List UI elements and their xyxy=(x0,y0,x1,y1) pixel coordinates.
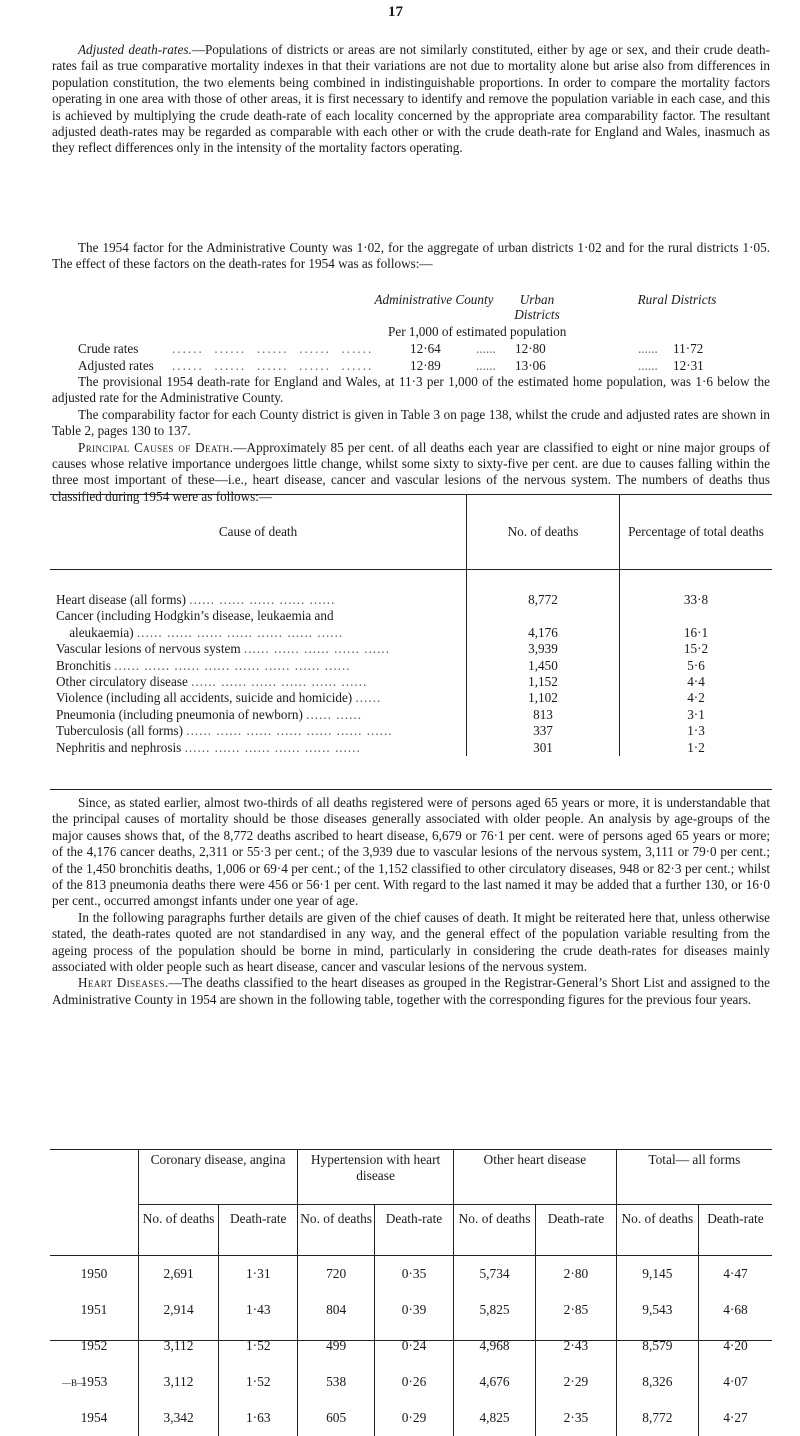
deaths-cell: 499 xyxy=(298,1328,375,1364)
sub-header: Death-rate xyxy=(219,1205,298,1256)
deaths-cell: 3,112 xyxy=(138,1328,218,1364)
cause-cell xyxy=(50,641,467,657)
rates-header-rural: Rural Districts xyxy=(637,292,717,307)
leader-dots: ...... ...... ...... ...... ...... xyxy=(189,592,336,607)
table-row xyxy=(50,641,772,657)
rates-value: 12·80 xyxy=(515,341,546,356)
deaths-cell: 3,112 xyxy=(138,1364,218,1400)
leader-dots: ...... ...... ...... ...... ...... ...... ...... xyxy=(136,624,344,640)
rates-value: 12·89 xyxy=(410,358,441,373)
cause-cell xyxy=(50,690,467,706)
paragraph-adjusted-death-rates xyxy=(52,42,770,157)
cause-cell xyxy=(50,608,467,641)
heart-disease-table xyxy=(50,1150,772,1436)
causes-of-death-table xyxy=(50,495,772,756)
group-header: Total— all forms xyxy=(616,1150,772,1205)
deaths-cell: 538 xyxy=(298,1364,375,1400)
cause-text: Cancer (including Hodgkin’s disease, leukaemia and xyxy=(56,608,334,624)
table-row xyxy=(50,1364,772,1400)
leader-dots: ...... ...... ...... ...... ...... xyxy=(243,641,390,657)
deaths-cell: 4,176 xyxy=(467,608,620,641)
table-row xyxy=(50,723,772,739)
group-header: Other heart disease xyxy=(453,1150,616,1205)
percent-cell: 1·2 xyxy=(687,739,705,755)
percent-cell: 3·1 xyxy=(687,706,705,722)
deaths-cell: 4,968 xyxy=(453,1328,535,1364)
rates-row xyxy=(52,358,770,374)
deaths-cell: 8,579 xyxy=(616,1328,698,1364)
paragraph-text: The comparability factor for each County district is given in Table 3 on page 138, whilst the crude and adjusted rates are shown in Table 2, pages 130 to 137. xyxy=(52,406,770,439)
sub-header: Death-rate xyxy=(536,1205,617,1256)
rates-header-admin: Administrative County xyxy=(374,292,494,307)
deaths-cell: 8,772 xyxy=(616,1400,698,1436)
percent-cell: 5·6 xyxy=(687,657,705,673)
cause-cell xyxy=(50,674,467,690)
deaths-cell: 1,152 xyxy=(467,674,620,690)
year-cell: 1951 xyxy=(50,1292,138,1328)
signature-mark: —B— xyxy=(62,1378,87,1388)
year-cell: 1950 xyxy=(50,1256,138,1293)
deaths-cell: 3,342 xyxy=(138,1400,218,1436)
paragraph-age-analysis xyxy=(52,795,770,1008)
cause-text: Pneumonia (including pneumonia of newborn) xyxy=(56,706,303,722)
leader-dots: ...... xyxy=(476,358,496,373)
sub-header-row xyxy=(50,1205,772,1256)
rates-subheader: Per 1,000 of estimated population xyxy=(388,324,567,339)
deaths-cell: 813 xyxy=(467,707,620,723)
table-row xyxy=(50,690,772,706)
table-row xyxy=(50,740,772,756)
paragraph-factors xyxy=(52,240,770,273)
death-rate-cell: 2·35 xyxy=(536,1400,617,1436)
leader-dots: ...... xyxy=(355,690,382,706)
leader-dots: ...... ...... ...... ...... ...... xyxy=(172,341,374,356)
death-rate-cell: 2·80 xyxy=(536,1256,617,1293)
group-header: Hypertension with heart disease xyxy=(298,1150,454,1205)
deaths-cell: 4,676 xyxy=(453,1364,535,1400)
death-rate-cell: 1·52 xyxy=(219,1328,298,1364)
column-header xyxy=(620,495,773,570)
rates-row xyxy=(52,341,770,357)
death-rate-cell: 2·43 xyxy=(536,1328,617,1364)
death-rate-cell: 4·47 xyxy=(723,1266,748,1281)
deaths-cell: 337 xyxy=(467,723,620,739)
cause-cell xyxy=(50,707,467,723)
cause-cell xyxy=(50,570,467,609)
percent-cell: 4·4 xyxy=(687,674,705,690)
paragraph-lead: Principal Causes of Death. xyxy=(78,439,234,455)
table-row xyxy=(50,1400,772,1436)
group-header: Coronary disease, angina xyxy=(138,1150,297,1205)
rates-row-label: Adjusted rates xyxy=(78,358,154,373)
sub-header: Death-rate xyxy=(698,1205,772,1256)
rates-row-label: Crude rates xyxy=(78,341,139,356)
death-rate-cell: 2·29 xyxy=(536,1364,617,1400)
paragraph-lead: Adjusted death-rates. xyxy=(78,42,192,57)
table-row xyxy=(50,1256,772,1293)
sub-header: No. of deaths xyxy=(138,1205,218,1256)
deaths-cell: 5,734 xyxy=(453,1256,535,1293)
death-rate-cell: 4·07 xyxy=(723,1374,748,1389)
deaths-cell: 804 xyxy=(298,1292,375,1328)
cause-cell xyxy=(50,723,467,739)
table-rule xyxy=(50,1340,772,1341)
cause-cell xyxy=(50,658,467,674)
leader-dots: ...... ...... xyxy=(306,706,363,722)
deaths-cell: 2,914 xyxy=(138,1292,218,1328)
paragraph-england-wales xyxy=(52,374,770,505)
death-rate-cell: 0·35 xyxy=(375,1256,454,1293)
cause-text: Nephritis and nephrosis xyxy=(56,739,182,755)
deaths-cell: 8,326 xyxy=(616,1364,698,1400)
leader-dots: ...... ...... ...... ...... ...... xyxy=(172,358,374,373)
table-row xyxy=(50,1292,772,1328)
cause-text: Vascular lesions of nervous system xyxy=(56,641,241,657)
rates-value: 13·06 xyxy=(515,358,546,373)
table-row xyxy=(50,658,772,674)
table-rule xyxy=(50,789,772,790)
death-rate-cell: 4·20 xyxy=(723,1338,748,1353)
paragraph-text: —The deaths classified to the heart diseases as grouped in the Registrar-General’s Short List and assigned to the Administrative County in 1954 are shown in the following table, together with the corresponding figures for the previous four years. xyxy=(52,975,770,1007)
percent-cell: 4·2 xyxy=(687,690,705,706)
death-rate-cell: 0·39 xyxy=(375,1292,454,1328)
rates-value: 12·31 xyxy=(673,358,704,373)
percent-cell: 15·2 xyxy=(683,641,709,657)
column-header-text: No. of deaths xyxy=(507,524,579,539)
cause-cell xyxy=(50,740,467,756)
group-header-row xyxy=(50,1150,772,1205)
death-rate-cell: 2·85 xyxy=(536,1292,617,1328)
deaths-cell: 9,145 xyxy=(616,1256,698,1293)
percent-cell: 16·1 xyxy=(683,624,709,640)
death-rate-cell: 1·52 xyxy=(219,1364,298,1400)
paragraph-text: In the following paragraphs further details are given of the chief causes of death. It might be reiterated here that, unless otherwise stated, the death-rates quoted are not standardised in any way, and the general effect of the population variable resulting from the ageing process of the population should be borne in mind, particularly in considering the crude death-rates for diseases mainly associated with older people such as heart disease, cancer and vascular lesions of the nervous system. xyxy=(52,909,770,975)
percent-cell: 1·3 xyxy=(687,723,705,739)
leader-dots: ...... xyxy=(638,341,658,356)
death-rate-cell: 4·27 xyxy=(723,1410,748,1425)
leader-dots: ...... xyxy=(638,358,658,373)
death-rate-cell: 4·68 xyxy=(723,1302,748,1317)
deaths-cell: 1,450 xyxy=(467,658,620,674)
cause-text-continued: aleukaemia) xyxy=(69,624,134,640)
deaths-cell: 9,543 xyxy=(616,1292,698,1328)
paragraph-text: The 1954 factor for the Administrative County was 1·02, for the aggregate of urban districts 1·02 and for the rural districts 1·05. The effect of these factors on the death-rates for 1954 was as follows:— xyxy=(52,240,770,272)
deaths-cell: 720 xyxy=(298,1256,375,1293)
rates-value: 11·72 xyxy=(673,341,704,356)
death-rate-cell: 0·24 xyxy=(375,1328,454,1364)
paragraph-text: —Approximately 85 per cent. of all deaths each year are classified to eight or nine major groups of causes whose relative importance undergoes little change, whilst some sixty to sixty-five per cent. are due to causes falling within the three most important of these—i.e., heart disease, cancer and vascular lesions of the nervous system. The numbers of deaths thus classified during 1954 were as follows:— xyxy=(52,439,771,504)
column-header-text: Percentage of total deaths xyxy=(628,524,764,539)
death-rate-cell: 1·43 xyxy=(219,1292,298,1328)
leader-dots: ...... xyxy=(476,341,496,356)
sub-header: No. of deaths xyxy=(616,1205,698,1256)
cause-text: Other circulatory disease xyxy=(56,674,188,690)
year-header-blank xyxy=(50,1150,138,1256)
death-rate-cell: 0·26 xyxy=(375,1364,454,1400)
cause-text: Heart disease (all forms) xyxy=(56,592,186,607)
deaths-cell: 301 xyxy=(467,740,620,756)
table-row xyxy=(50,674,772,690)
leader-dots: ...... ...... ...... ...... ...... ...... ...... xyxy=(186,723,393,739)
death-rate-cell: 1·63 xyxy=(219,1400,298,1436)
death-rate-cell: 0·29 xyxy=(375,1400,454,1436)
paragraph-text: —Populations of districts or areas are not similarly constituted, either by age or sex, and their crude death-rates fail as true comparative mortality indexes in that their variations are not due to mortality alone but arise also from differences in population constitution, the two elements being combined in indistinguishable proportions. In order to compare the mortality factors operating in one area with those of other areas, it is first necessary to identify and remove the population variable in each case, and this is achieved by multiplying the crude death-rate of each locality concerned by the appropriate area comparability factor. The resultant adjusted death-rates may be regarded as comparable with each other or with the crude death-rate for England and Wales, inasmuch as they reflect differences only in the intensity of the mortality factors operating. xyxy=(52,42,771,156)
table-row xyxy=(50,570,772,609)
deaths-cell: 3,939 xyxy=(467,641,620,657)
deaths-cell: 2,691 xyxy=(138,1256,218,1293)
paragraph-text: The provisional 1954 death-rate for England and Wales, at 11·3 per 1,000 of the estimated home population, was 1·6 below the adjusted rate for the Administrative County. xyxy=(52,374,770,406)
cause-text: Bronchitis xyxy=(56,657,111,673)
deaths-cell: 605 xyxy=(298,1400,375,1436)
sub-header: No. of deaths xyxy=(298,1205,375,1256)
leader-dots: ...... ...... ...... ...... ...... ...... xyxy=(191,674,368,690)
table-row xyxy=(50,707,772,723)
rates-header-urban: Urban Districts xyxy=(514,292,560,322)
leader-dots: ...... ...... ...... ...... ...... ...... ...... ...... xyxy=(114,657,351,673)
deaths-cell: 5,825 xyxy=(453,1292,535,1328)
rates-value: 12·64 xyxy=(410,341,441,356)
paragraph-text: Since, as stated earlier, almost two-thirds of all deaths registered were of persons aged 65 years or more, it is understandable that the principal causes of mortality should be those diseases generally associated with older people. An analysis by age-groups of the major causes shows that, of the 8,772 deaths ascribed to heart disease, 6,679 or 76·1 per cent. were of persons aged 65 years or more; of the 4,176 cancer deaths, 2,311 or 55·3 per cent.; of the 3,939 due to vascular lesions of the nervous system, 3,111 or 79·0 per cent.; of the 1,450 bronchitis deaths, 1,006 or 69·4 per cent.; of the 1,152 classified to other circulatory diseases, 948 or 82·3 per cent.; whilst of the 813 pneumonia deaths there were 456 or 56·1 per cent. With regard to the last named it may be added that a further 130, or 16·0 per cent., occurred amongst infants under one year of age. xyxy=(52,795,770,909)
percent-cell: 33·8 xyxy=(683,592,709,607)
cause-text: Tuberculosis (all forms) xyxy=(56,723,183,739)
cause-text: Violence (including all accidents, suicide and homicide) xyxy=(56,690,353,706)
column-header: Cause of death xyxy=(50,495,467,570)
table-row xyxy=(50,1328,772,1364)
sub-header: Death-rate xyxy=(375,1205,454,1256)
table-row xyxy=(50,608,772,641)
year-cell: 1953 xyxy=(50,1364,138,1400)
deaths-cell: 8,772 xyxy=(467,570,620,609)
leader-dots: ...... ...... ...... ...... ...... ...... xyxy=(184,739,361,755)
paragraph-lead: Heart Diseases. xyxy=(78,975,169,991)
page-number: 17 xyxy=(388,4,403,20)
year-cell: 1952 xyxy=(50,1328,138,1364)
deaths-cell: 4,825 xyxy=(453,1400,535,1436)
deaths-cell: 1,102 xyxy=(467,690,620,706)
column-header xyxy=(467,495,620,570)
sub-header: No. of deaths xyxy=(453,1205,535,1256)
death-rate-cell: 1·31 xyxy=(219,1256,298,1293)
year-cell: 1954 xyxy=(50,1400,138,1436)
